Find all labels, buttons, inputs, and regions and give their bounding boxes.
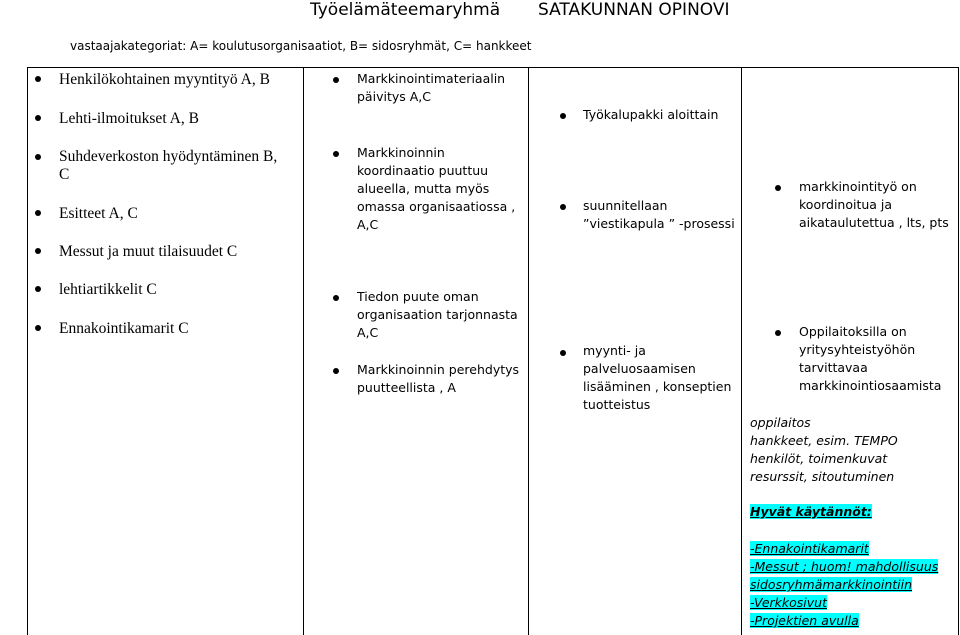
bullet-icon — [35, 286, 41, 292]
column-divider-1 — [303, 67, 304, 635]
column-divider-3 — [741, 67, 742, 635]
bullet-icon — [35, 76, 41, 82]
list-item: myynti- ja palveluosaamisen lisääminen , konseptien tuotteistus — [583, 343, 732, 412]
bullet-icon — [333, 151, 339, 157]
good-practices-list: -Ennakointikamarit -Messut ; huom! mahdollisuus sidosryhmämarkkinointiin -Verkkosivut -Projektien avulla — [750, 541, 939, 628]
list-item: Suhdeverkoston hyödyntäminen B, — [59, 148, 278, 165]
list-item: suunnitellaan ”viestikapula ” -prosessi — [583, 198, 735, 231]
bullet-icon — [35, 115, 41, 121]
bullet-icon — [775, 185, 781, 191]
list-item: Esitteet A, C — [59, 205, 138, 222]
bullet-icon — [560, 350, 566, 356]
bullet-icon — [35, 325, 41, 331]
table-border-right — [958, 67, 959, 635]
bullet-icon — [775, 330, 781, 336]
list-item: Työkalupakki aloittain — [583, 107, 719, 122]
list-item: lehtiartikkelit C — [59, 281, 157, 298]
bullet-icon — [333, 368, 339, 374]
list-item: Tiedon puute oman organisaation tarjonnasta A,C — [357, 289, 518, 340]
list-item: Markkinoinnin koordinaatio puuttuu alueella, mutta myös omassa organisaatiossa , A,C — [357, 145, 516, 232]
table-border-top — [27, 67, 959, 68]
bullet-icon — [333, 295, 339, 301]
bullet-icon — [560, 113, 566, 119]
bullet-icon — [35, 210, 41, 216]
header-title-right: SATAKUNNAN OPINOVI — [538, 0, 730, 20]
column-divider-2 — [528, 67, 529, 635]
list-item: Lehti-ilmoitukset A, B — [59, 110, 199, 127]
list-item: Henkilökohtainen myyntityö A, B — [59, 71, 270, 88]
header-subtitle: vastaajakategoriat: A= koulutusorganisaatiot, B= sidosryhmät, C= hankkeet — [70, 39, 532, 53]
list-item: Markkinoinnin perehdytys puutteellista , A — [357, 362, 520, 395]
header-title-left: Työelämäteemaryhmä — [310, 0, 501, 20]
list-item: Oppilaitoksilla on yritysyhteistyöhön tarvittavaa markkinointiosaamista — [799, 324, 942, 393]
table-border-left — [27, 67, 28, 635]
list-item-continuation: C — [59, 166, 70, 183]
bullet-icon — [560, 204, 566, 210]
bullet-icon — [333, 77, 339, 83]
good-practices-heading: Hyvät käytännöt: — [750, 504, 872, 519]
list-item: Ennakointikamarit C — [59, 320, 189, 337]
list-item: Markkinointimateriaalin päivitys A,C — [357, 71, 506, 104]
bullet-icon — [35, 248, 41, 254]
bullet-icon — [35, 154, 41, 160]
italic-notes: oppilaitos hankkeet, esim. TEMPO henkilöt, toimenkuvat resurssit, sitoutuminen — [750, 415, 898, 484]
list-item: Messut ja muut tilaisuudet C — [59, 243, 238, 260]
list-item: markkinointityö on koordinoitua ja aikataulutettua , lts, pts — [799, 179, 949, 230]
